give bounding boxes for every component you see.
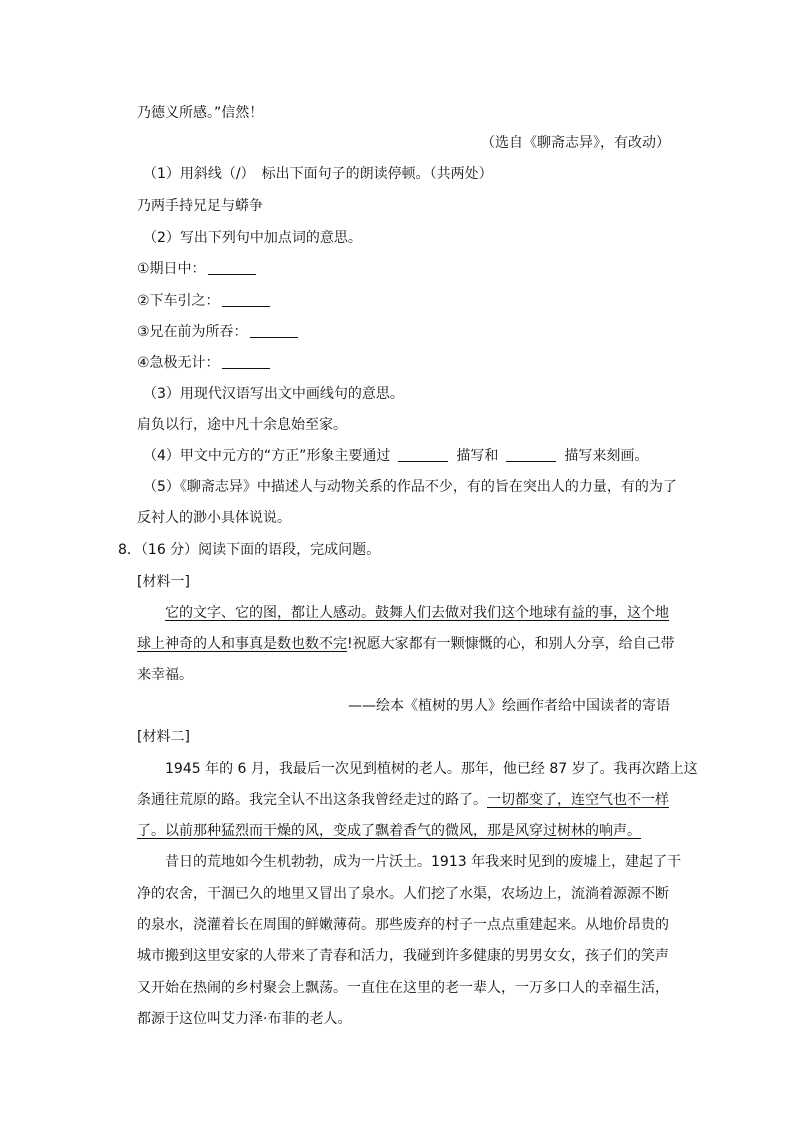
- answer-blank[interactable]: [222, 292, 270, 307]
- question-5-line-1: （5）《聊斋志异》中描述人与动物关系的作品不少，有的旨在突出人的力量，有的为了: [143, 479, 677, 495]
- material-2-p2-line-1: 昔日的荒地如今生机勃勃，成为一片沃土。1913 年我来时见到的废墟上，建起了干: [165, 854, 682, 870]
- material-2-p2-line-2: 净的农舍，干涸已久的地里又冒出了泉水。人们挖了水渠，农场边上，流淌着源源不断: [137, 886, 669, 902]
- question-4-part-c: 描写来刻画。: [564, 448, 649, 464]
- question-4-part-b: 描写和: [456, 448, 499, 464]
- answer-blank[interactable]: [208, 260, 256, 275]
- question-2-item-2: [137, 291, 272, 311]
- text-segment: 条通往荒原的路。我完全认不出这条我曾经走过的路了。: [137, 792, 487, 808]
- source-citation: （选自《聊斋志异》，有改动）: [481, 135, 670, 151]
- answer-blank[interactable]: [398, 447, 448, 462]
- material-1-line-1: [165, 603, 669, 623]
- underlined-sentence: 一切都变了，连空气也不一样: [487, 792, 669, 808]
- underlined-sentence: 了。以前那种猛烈而干燥的风，变成了飘着香气的微风，那是风穿过树林的响声。: [137, 823, 641, 839]
- question-2-prompt: （2）写出下列句中加点词的意思。: [143, 230, 362, 246]
- material-2-p1-line-1: 1945 年的 6 月，我最后一次见到植树的老人。那年，他已经 87 岁了。我再次踏上这: [165, 761, 698, 777]
- material-2-p2-line-5: 又开始在热闹的乡村聚会上飘荡。一直住在这里的老一辈人，一万多口人的幸福生活，: [137, 980, 669, 996]
- material-2-p2-line-3: 的泉水，浇灌着长在周围的鲜嫩薄荷。那些废弃的村子一点点重建起来。从地价昂贵的: [137, 917, 669, 933]
- item-label: ②下车引之：: [137, 293, 220, 309]
- material-2-p2-line-6: 都源于这位叫艾力泽·布菲的老人。: [137, 1011, 352, 1027]
- question-4: [143, 446, 648, 466]
- question-3-sentence: 肩负以行，途中凡十余息始至家。: [137, 417, 347, 433]
- question-4-part-a: （4）甲文中元方的“方正”形象主要通过: [143, 448, 391, 464]
- question-8-header: 8．（16 分）阅读下面的语段，完成问题。: [118, 542, 381, 558]
- question-5-line-2: 反衬人的渺小具体说说。: [137, 510, 291, 526]
- item-label: ④急极无计：: [137, 355, 220, 371]
- answer-blank[interactable]: [506, 447, 556, 462]
- text-segment: !祝愿大家都有一颗慷慨的心，和别人分享，给自己带: [347, 636, 675, 652]
- material-2-p1-line-3: [137, 821, 641, 841]
- answer-blank[interactable]: [222, 354, 270, 369]
- material-2-p2-line-4: 城市搬到这里安家的人带来了青春和活力，我碰到许多健康的男男女女，孩子们的笑声: [137, 948, 669, 964]
- material-2-label: [材料二]: [137, 729, 190, 745]
- material-1-label: [材料一]: [137, 574, 190, 590]
- previous-text-tail: 乃德义所感。”信然！: [137, 105, 264, 121]
- question-2-item-4: [137, 353, 272, 373]
- question-2-item-1: [137, 259, 258, 279]
- question-1-prompt: （1）用斜线（/） 标出下面句子的朗读停顿。（共两处）: [143, 166, 493, 182]
- item-label: ①期日中：: [137, 261, 206, 277]
- material-1-line-3: 来幸福。: [137, 667, 193, 683]
- material-1-attribution: ——绘本《植树的男人》绘画作者给中国读者的寄语: [348, 698, 670, 714]
- material-1-line-2: [137, 634, 675, 654]
- question-1-sentence: 乃两手持兄足与蟒争: [137, 198, 263, 214]
- item-label: ③兄在前为所吞：: [137, 324, 248, 340]
- underlined-sentence: 球上神奇的人和事真是数也数不完: [137, 636, 347, 652]
- material-2-p1-line-2: [137, 790, 669, 810]
- underlined-sentence: 它的文字、它的图，都让人感动。鼓舞人们去做对我们这个地球有益的事，这个地: [165, 605, 669, 621]
- answer-blank[interactable]: [250, 323, 298, 338]
- question-3-prompt: （3）用现代汉语写出文中画线句的意思。: [143, 386, 404, 402]
- question-2-item-3: [137, 322, 300, 342]
